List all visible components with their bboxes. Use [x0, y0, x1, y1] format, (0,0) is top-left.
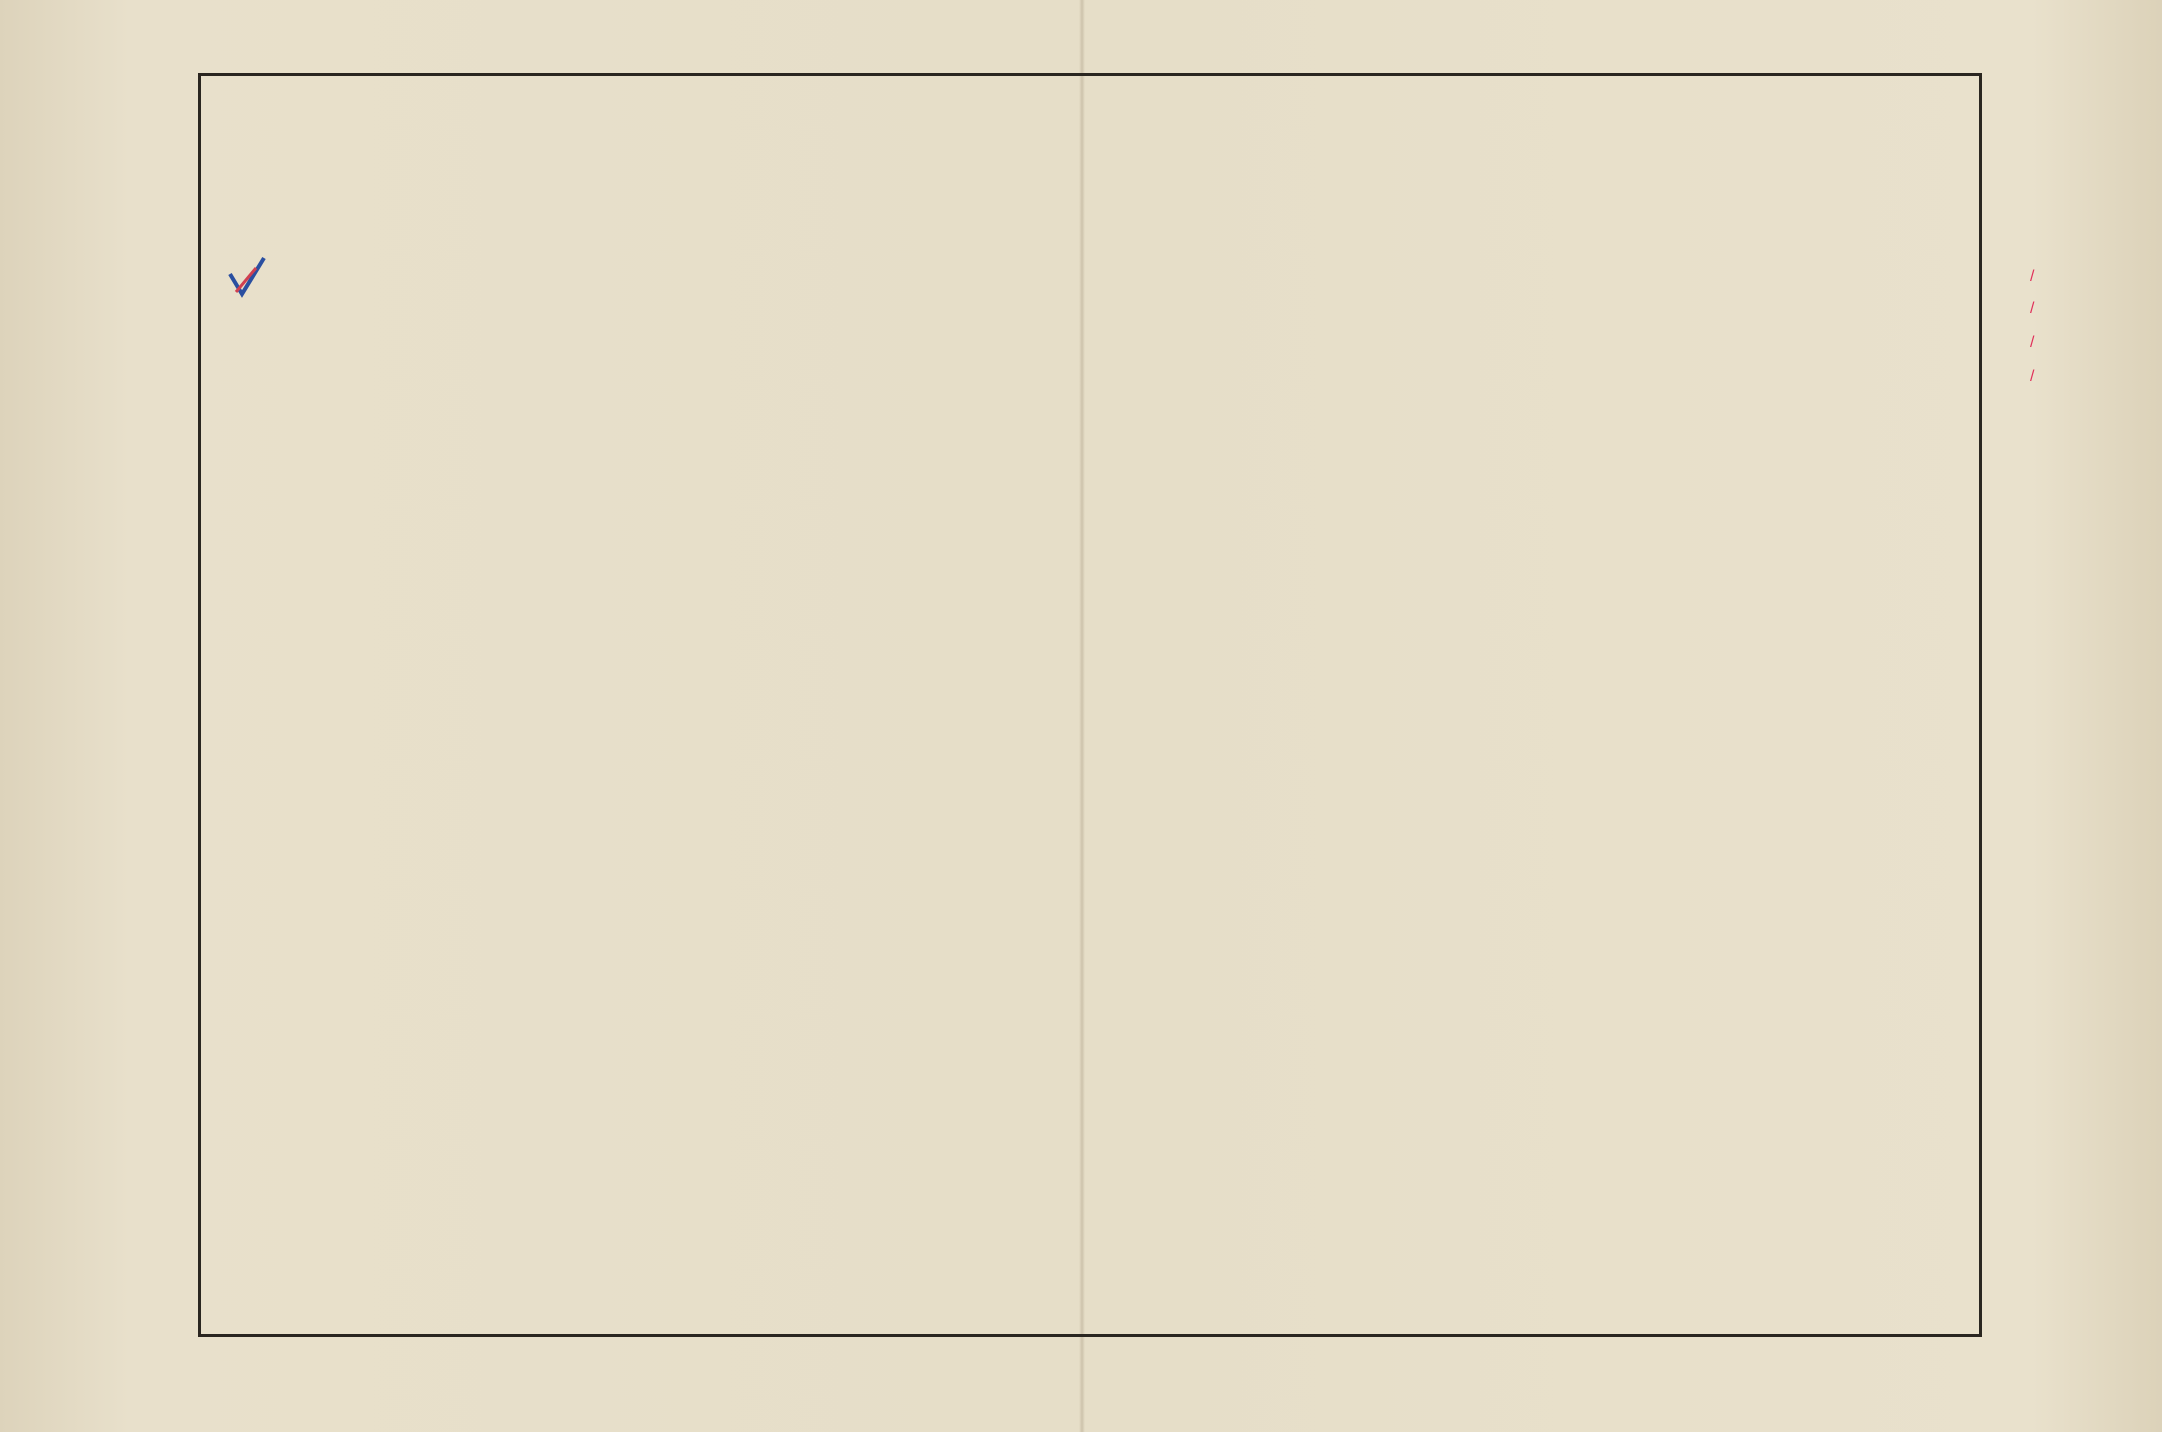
header-poklic	[1738, 112, 1846, 162]
margin-tick-mark: /	[2030, 300, 2035, 317]
header-dan	[840, 148, 884, 178]
total-ukupno-label	[250, 1131, 534, 1157]
total-odsotne-label	[252, 1318, 532, 1344]
header-kdaj	[840, 80, 1020, 114]
header-veroiz	[1412, 104, 1508, 174]
header-leto	[952, 148, 1018, 178]
margin-tick-mark: /	[2030, 368, 2035, 385]
header-mesto-title	[1022, 92, 1212, 118]
header-domovinska-title	[1214, 102, 1406, 128]
header-opomba	[1850, 112, 1980, 162]
header-priimek-title	[250, 112, 528, 138]
header-narodnost	[1518, 112, 1628, 162]
margin-tick-mark: /	[2030, 334, 2035, 351]
header-priimek-sub	[250, 138, 528, 164]
blue-check-mark	[226, 254, 268, 300]
margin-tick-mark: /	[2030, 268, 2035, 285]
total-trajno-label	[252, 874, 532, 900]
total-zacasno-label	[252, 1094, 532, 1120]
header-materinski	[1630, 104, 1734, 174]
header-mesto-sub	[1028, 118, 1206, 184]
header-spol	[532, 82, 622, 112]
header-mesec	[886, 148, 950, 178]
header-zakonski	[628, 104, 722, 184]
header-kaj	[728, 104, 838, 184]
header-domovinska-sub	[1218, 128, 1404, 174]
